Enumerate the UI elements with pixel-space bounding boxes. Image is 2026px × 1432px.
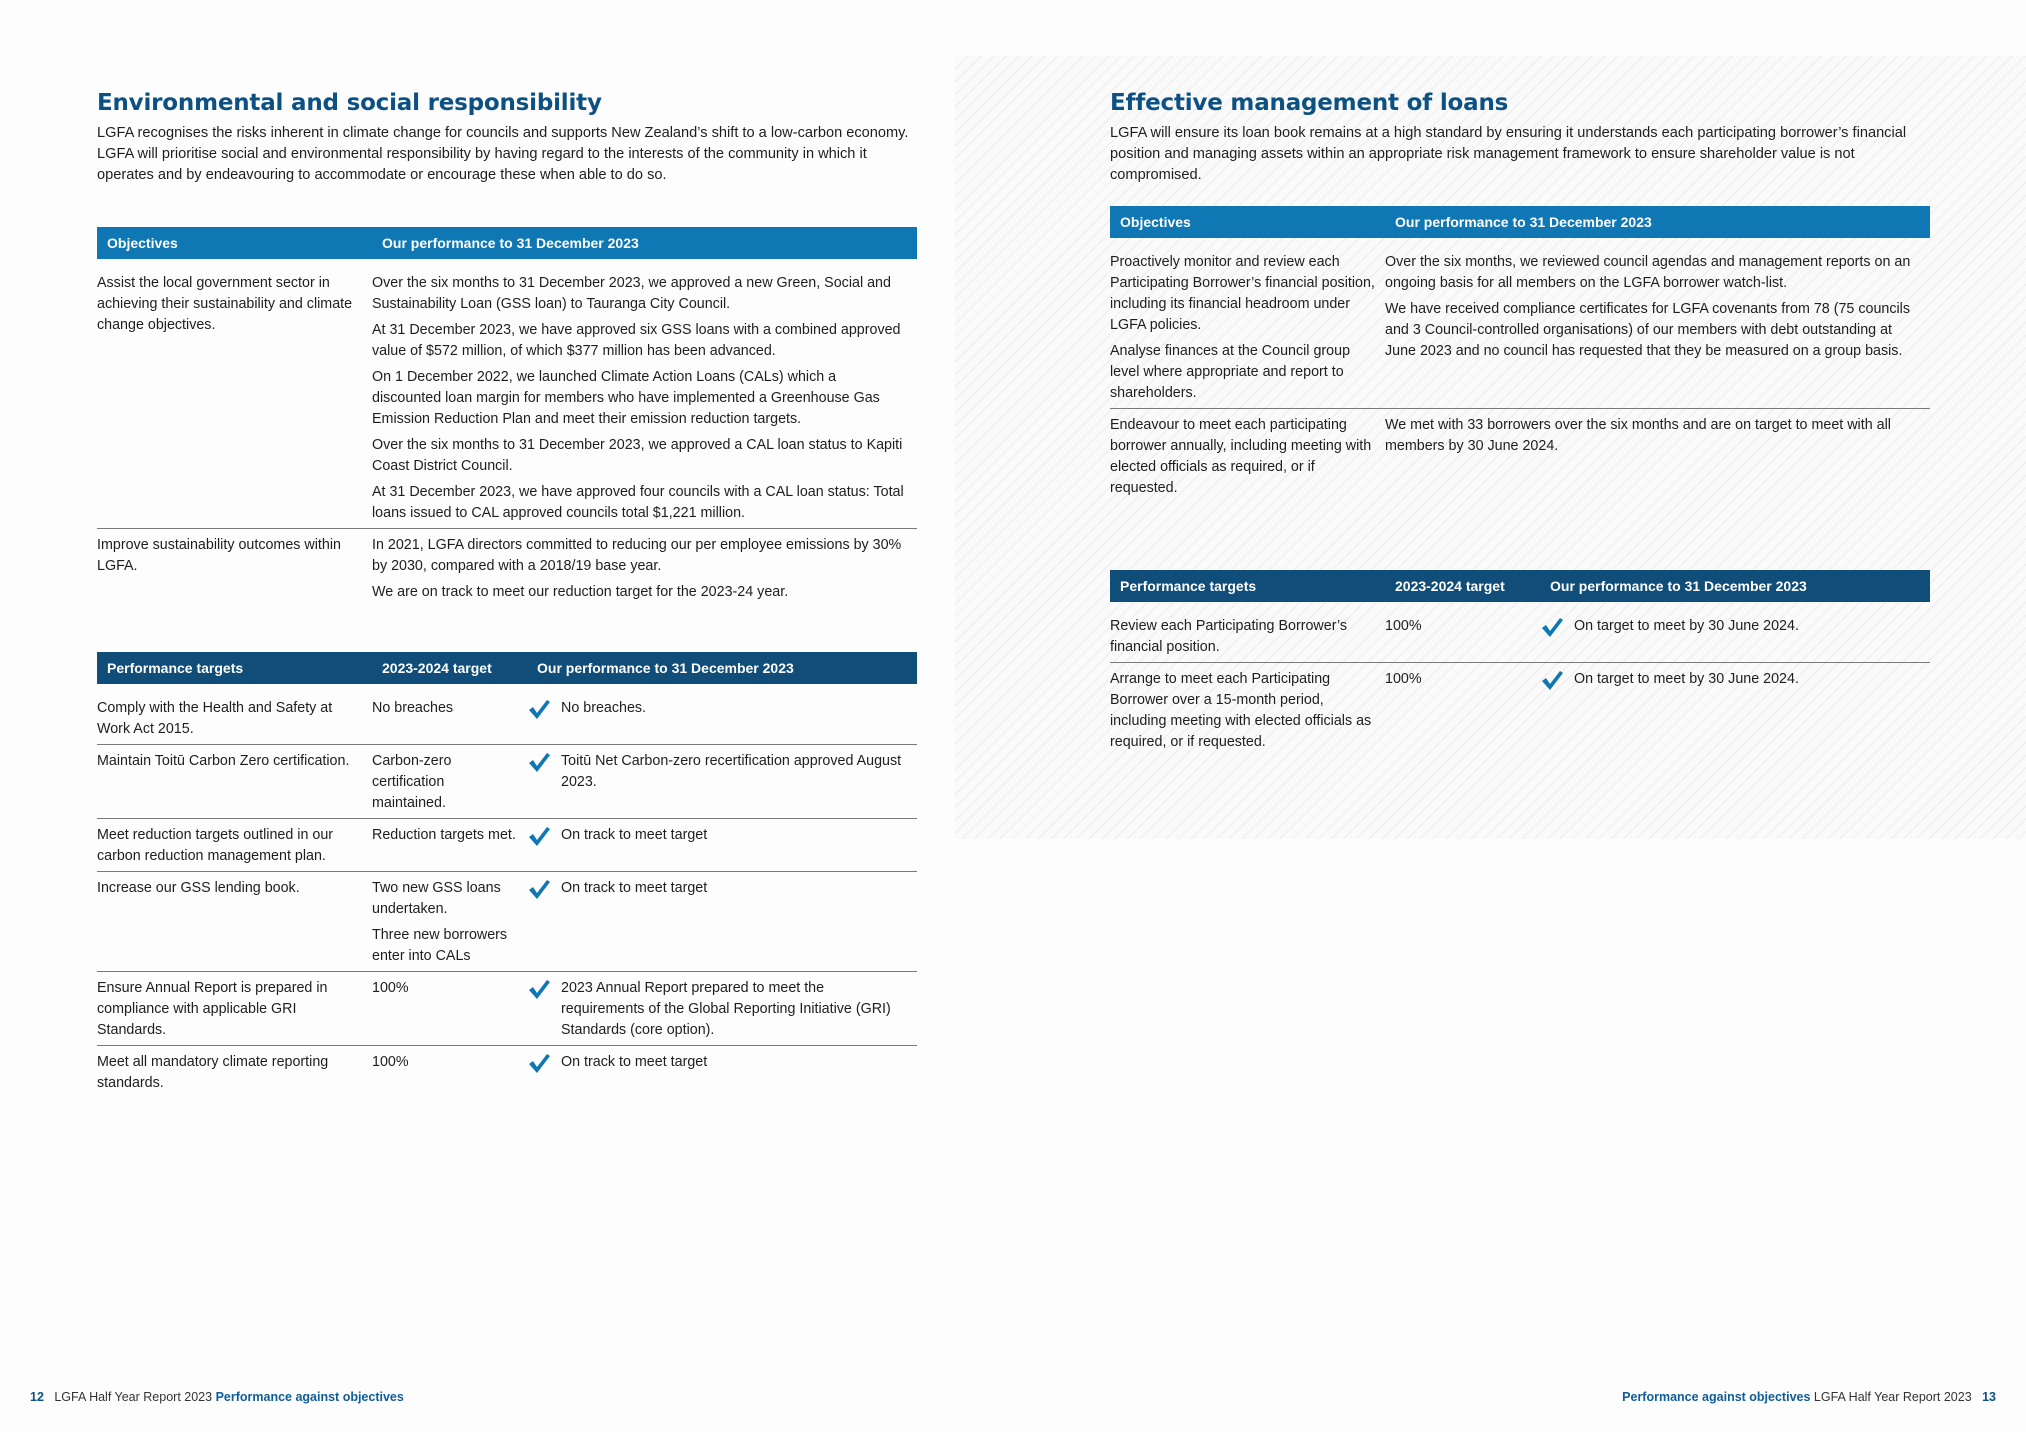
objective-cell: Assist the local government sector in achieving their sustainability and climate change objectives.: [97, 259, 372, 529]
table-row: [1110, 602, 1930, 663]
performance-cell: [1385, 238, 1930, 409]
checkmark-icon: [1540, 616, 1564, 638]
table-header-row: [1110, 570, 1930, 602]
performance-text: At 31 December 2023, we have approved six GSS loans with a combined approved value of $572 million, of which $377 million has been advanced.: [372, 322, 901, 359]
goal-text: 100%: [372, 980, 409, 996]
table-row: [97, 259, 917, 529]
column-header: 2023-2024 target: [372, 652, 527, 684]
target-cell: Ensure Annual Report is prepared in compliance with applicable GRI Standards.: [97, 972, 372, 1046]
column-header: Our performance to 31 December 2023: [527, 652, 917, 684]
objective-text: Proactively monitor and review each Participating Borrower’s financial position, including its financial headroom under LGFA policies.: [1110, 254, 1375, 333]
target-cell: Meet reduction targets outlined in our carbon reduction management plan.: [97, 819, 372, 872]
target-cell: Meet all mandatory climate reporting standards.: [97, 1054, 329, 1091]
target-cell: Arrange to meet each Participating Borrower over a 15-month period, including meeting with elected officials as required, or if requested.: [1110, 671, 1372, 750]
goal-cell: [372, 745, 527, 819]
goal-text: Carbon-zero certification maintained.: [372, 753, 452, 811]
column-header: Objectives: [97, 227, 372, 259]
column-header: Our performance to 31 December 2023: [1385, 206, 1930, 238]
section-name: Performance against objectives: [1622, 1390, 1811, 1404]
page-footer: [30, 1390, 404, 1404]
goal-cell: 100%: [1385, 602, 1540, 663]
objective-cell: [1110, 238, 1385, 409]
page-number: 13: [1982, 1390, 1996, 1404]
objective-cell: [1110, 409, 1385, 504]
table-row: [1110, 238, 1930, 409]
target-cell: Comply with the Health and Safety at Work Act 2015.: [97, 684, 372, 745]
performance-targets-table: [97, 652, 917, 1098]
table-row: [1110, 409, 1930, 504]
checkmark-icon: [527, 825, 551, 847]
page-number: 12: [30, 1390, 44, 1404]
goal-text: Reduction targets met.: [372, 827, 516, 843]
goal-text: 100%: [372, 1054, 409, 1070]
result-cell: [1540, 602, 1930, 663]
result-cell: [527, 972, 917, 1046]
result-cell: [527, 745, 917, 819]
result-text: On track to meet target: [561, 880, 708, 896]
column-header: Performance targets: [97, 652, 372, 684]
goal-text: No breaches: [372, 700, 454, 716]
table-row: [97, 684, 917, 745]
performance-text: We are on track to meet our reduction target for the 2023-24 year.: [372, 584, 789, 600]
goal-cell: [372, 1046, 527, 1099]
table-row: [97, 745, 917, 819]
goal-cell: [372, 972, 527, 1046]
goal-text: Two new GSS loans undertaken.: [372, 880, 501, 917]
table-header-row: [1110, 206, 1930, 238]
performance-targets-table: [1110, 570, 1930, 757]
result-text: On track to meet target: [561, 827, 708, 843]
checkmark-icon: [527, 698, 551, 720]
target-cell: Maintain Toitū Carbon Zero certification.: [97, 745, 372, 819]
performance-text: We met with 33 borrowers over the six months and are on target to meet with all members by 30 June 2024.: [1385, 417, 1891, 454]
objectives-table: [97, 227, 917, 607]
result-text: On target to meet by 30 June 2024.: [1574, 618, 1799, 634]
result-cell: [527, 872, 917, 972]
goal-cell: [372, 684, 527, 745]
performance-text: Over the six months to 31 December 2023, we approved a CAL loan status to Kapiti Coast District Council.: [372, 437, 903, 474]
column-header: Our performance to 31 December 2023: [1540, 570, 1930, 602]
performance-cell: [372, 529, 917, 608]
checkmark-icon: [527, 978, 551, 1000]
column-header: 2023-2024 target: [1385, 570, 1540, 602]
result-text: 2023 Annual Report prepared to meet the requirements of the Global Reporting Initiative (GRI) Standards (core option).: [561, 980, 891, 1038]
target-cell: Review each Participating Borrower’s financial position.: [1110, 602, 1385, 663]
table-row: [97, 819, 917, 872]
column-header: Our performance to 31 December 2023: [372, 227, 917, 259]
section-name: Performance against objectives: [215, 1390, 404, 1404]
table-header-row: [97, 227, 917, 259]
performance-cell: [372, 259, 917, 529]
performance-text: In 2021, LGFA directors committed to reducing our per employee emissions by 30% by 2030, compared with a 2018/19 base year.: [372, 537, 902, 574]
table-row: [97, 1046, 917, 1099]
goal-cell: [372, 819, 527, 872]
performance-text: On 1 December 2022, we launched Climate Action Loans (CALs) which a discounted loan margin for members who have implemented a Greenhouse Gas Emission Reduction Plan and meet their emission reduction targets.: [372, 369, 880, 427]
objective-cell: Improve sustainability outcomes within LGFA.: [97, 537, 341, 574]
table-header-row: [97, 652, 917, 684]
result-text: Toitū Net Carbon-zero recertification approved August 2023.: [561, 753, 902, 790]
goal-text: Three new borrowers enter into CALs: [372, 927, 508, 964]
column-header: Performance targets: [1110, 570, 1385, 602]
performance-cell: [1385, 409, 1930, 504]
performance-text: We have received compliance certificates for LGFA covenants from 78 (75 councils and 3 Council-controlled organisations) of our members with debt outstanding at June 2023 and no council has requested that they be measured on a group basis.: [1385, 301, 1910, 359]
intro-paragraph: LGFA will ensure its loan book remains at a high standard by ensuring it understands each participating borrower’s financial position and managing assets within an appropriate risk management framework to ensure shareholder value is not compromised.: [1110, 125, 1907, 183]
column-header: Objectives: [1110, 206, 1385, 238]
performance-text: At 31 December 2023, we have approved four councils with a CAL loan status: Total loans issued to CAL approved councils total $1,221 million.: [372, 484, 904, 521]
result-cell: [527, 1046, 917, 1099]
result-cell: [527, 819, 917, 872]
performance-text: Over the six months to 31 December 2023, we approved a new Green, Social and Sustainability Loan (GSS loan) to Tauranga City Council.: [372, 275, 891, 312]
table-row: [97, 972, 917, 1046]
goal-cell: [372, 872, 527, 972]
result-text: No breaches.: [561, 700, 647, 716]
intro-paragraph: LGFA recognises the risks inherent in climate change for councils and supports New Zealand’s shift to a low-carbon economy. LGFA will prioritise social and environmental responsibility by having regard to the interests of the community in which it operates and by endeavouring to accommodate or encourage these when able to do so.: [97, 125, 909, 183]
page-heading: Effective management of loans: [1110, 90, 1509, 116]
right-page: [955, 0, 2026, 1432]
report-title: LGFA Half Year Report 2023: [1813, 1390, 1972, 1404]
objective-text: Analyse finances at the Council group level where appropriate and report to shareholders.: [1110, 343, 1351, 401]
performance-text: Over the six months, we reviewed council agendas and management reports on an ongoing basis for all members on the LGFA borrower watch-list.: [1385, 254, 1911, 291]
result-cell: [527, 684, 917, 745]
objective-text: Endeavour to meet each participating borrower annually, including meeting with elected officials as required, or if requested.: [1110, 417, 1372, 496]
table-row: [97, 529, 917, 608]
objectives-table: [1110, 206, 1930, 503]
checkmark-icon: [1540, 669, 1564, 691]
result-cell: [1540, 663, 1930, 758]
page-heading: Environmental and social responsibility: [97, 90, 602, 116]
checkmark-icon: [527, 878, 551, 900]
result-text: On target to meet by 30 June 2024.: [1574, 671, 1799, 687]
report-title: LGFA Half Year Report 2023: [54, 1390, 213, 1404]
target-cell: Increase our GSS lending book.: [97, 872, 372, 972]
checkmark-icon: [527, 1052, 551, 1074]
page-footer: [1622, 1390, 1996, 1404]
checkmark-icon: [527, 751, 551, 773]
table-row: [97, 872, 917, 972]
goal-cell: 100%: [1385, 671, 1422, 687]
result-text: On track to meet target: [561, 1054, 708, 1070]
left-page: [0, 0, 955, 1432]
table-row: [1110, 663, 1930, 758]
